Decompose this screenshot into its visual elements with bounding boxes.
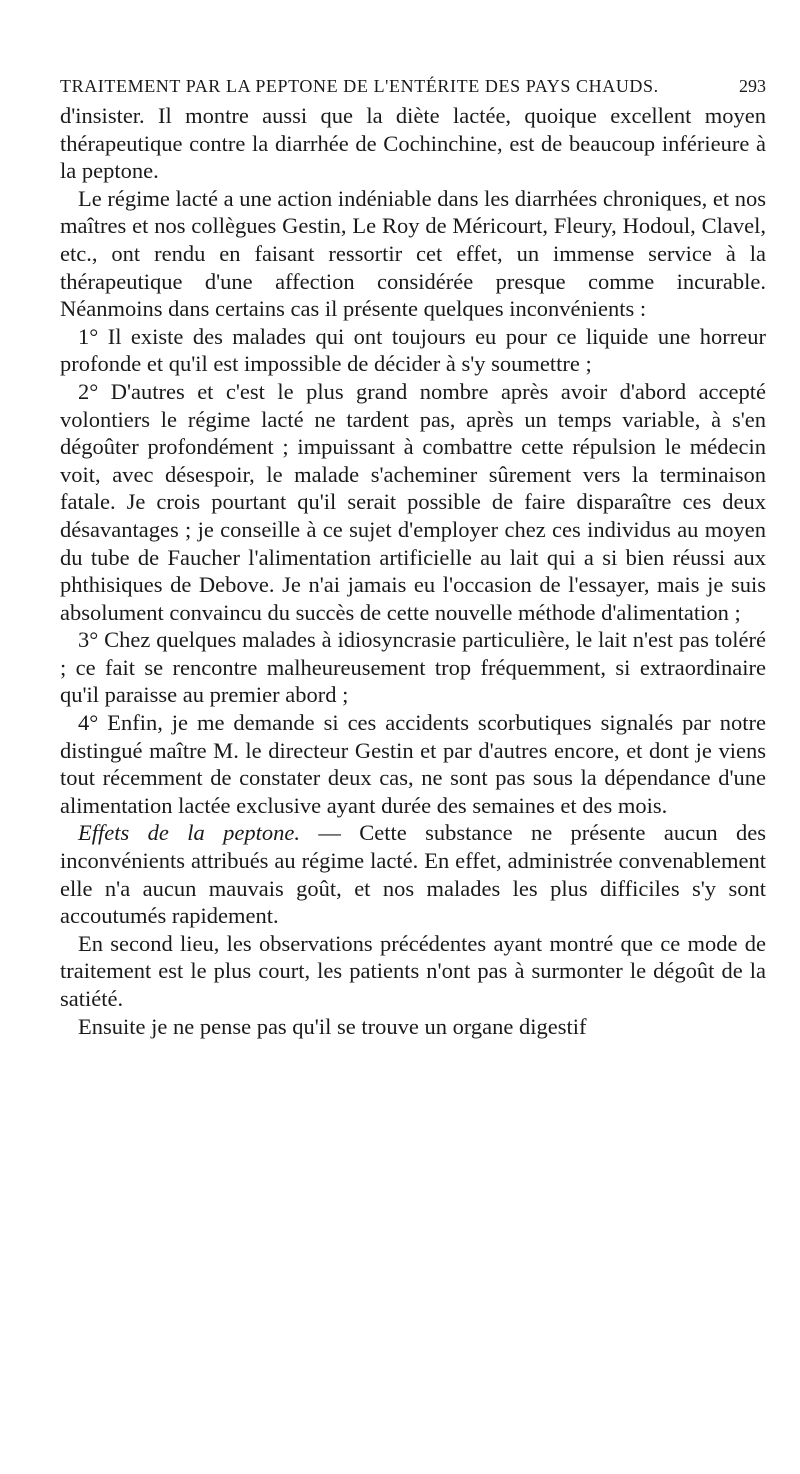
paragraph-point-2: 2° D'autres et c'est le plus grand nombre après avoir d'abord accepté volontiers le régime lacté ne tardent pas, après un temps variable, à s'en dégoûter profondément ; impuissant à combattre cette répulsion le médecin voit, avec désespoir, le malade s'acheminer sûrement vers la terminaison fatale. Je crois pourtant qu'il serait possible de faire disparaître ces deux désavantages ; je conseille à ce sujet d'employer chez ces individus au moyen du tube de Faucher l'alimentation artificielle au lait qui a si bien réussi aux phthisiques de Debove. Je n'ai jamais eu l'occasion de l'essayer, mais je suis absolument convaincu du succès de cette nouvelle méthode d'alimentation ; — [60, 378, 766, 625]
paragraph-continuation: d'insister. Il montre aussi que la diète lactée, quoique excellent moyen thérapeutique contre la diarrhée de Cochinchine, est de beaucoup inférieure à la peptone. — [60, 103, 766, 184]
paragraph-effects-of-peptone — [60, 819, 766, 929]
running-head — [60, 74, 766, 98]
paragraph-point-4: 4° Enfin, je me demande si ces accidents scorbutiques signalés par notre distingué maître M. le directeur Gestin et par d'autres encore, et dont je viens tout récemment de constater deux cas, ne sont pas sous la dépendance d'une alimentation lactée exclusive ayant durée des semaines et des mois. — [60, 710, 766, 818]
paragraph-milk-regime: Le régime lacté a une action indéniable dans les diarrhées chroniques, et nos maîtres et nos collègues Gestin, Le Roy de Méricourt, Fleury, Hodoul, Clavel, etc., ont rendu en faisant ressortir cet effet, un immense service à la thérapeutique d'une affection considérée presque comme incurable. Néanmoins dans certains cas il présente quelques inconvénients : — [60, 185, 766, 322]
body-text — [60, 102, 766, 1040]
paragraph-point-1: 1° Il existe des malades qui ont toujours eu pour ce liquide une horreur profonde et qu'il est impossible de décider à s'y soumettre ; — [60, 323, 766, 377]
section-lead-heading: Effets de la peptone. — [78, 820, 300, 846]
paragraph-point-3: 3° Chez quelques malades à idiosyncrasie particulière, le lait n'est pas toléré ; ce fait se rencontre malheureusement trop fréquemment, si extraordinaire qu'il paraisse au premier abord ; — [60, 627, 766, 708]
page-number: 293 — [739, 76, 766, 96]
paragraph-then: Ensuite je ne pense pas qu'il se trouve un organe digestif — [78, 1013, 587, 1039]
section-lead-text: — Cette substance ne présente aucun des inconvénients attribués au régime lacté. En effet, administrée convenablement elle n'a aucun mauvais goût, et nos malades les plus difficiles s'y sont accoutumés rapidement. — [60, 820, 766, 929]
book-page — [60, 74, 766, 1040]
running-title: TRAITEMENT PAR LA PEPTONE DE L'ENTÉRITE DES PAYS CHAUDS. — [60, 76, 659, 96]
paragraph-second-place: En second lieu, les observations précédentes ayant montré que ce mode de traitement est le plus court, les patients n'ont pas à surmonter le dégoût de la satiété. — [60, 930, 766, 1011]
